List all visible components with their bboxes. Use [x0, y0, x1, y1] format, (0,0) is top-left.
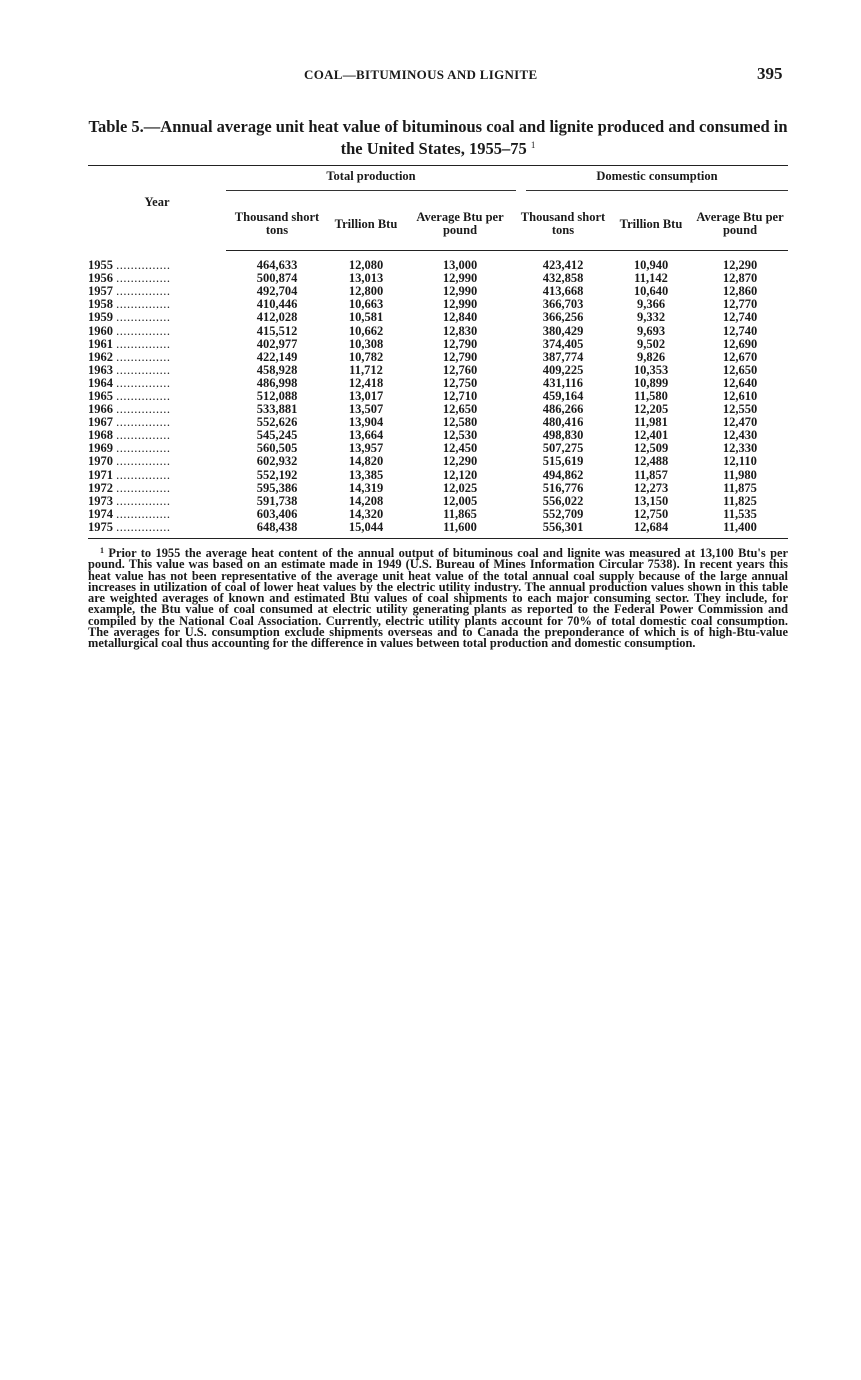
cons-tons-cell: 413,668 [542, 284, 584, 299]
table-row [88, 390, 788, 403]
prod-tons-cell: 464,633 [256, 258, 298, 273]
table-row [88, 351, 788, 364]
table-body [88, 251, 788, 539]
year-column-header: Year [88, 166, 226, 251]
leader-dots: ............... [116, 271, 171, 286]
heat-value-table [88, 165, 788, 539]
year-label: 1973 [88, 493, 113, 508]
table-row [88, 272, 788, 285]
cons-btu-cell: 9,693 [636, 323, 666, 338]
cons-btu-cell: 9,502 [636, 336, 666, 351]
prod-tons-cell: 486,998 [256, 375, 298, 390]
prod-btu-cell: 10,782 [348, 349, 384, 364]
prod-tons-cell: 415,512 [256, 323, 298, 338]
prod-avg-btu-cell: 12,580 [442, 415, 478, 430]
prod-btu-cell: 14,820 [348, 454, 384, 469]
prod-avg-btu-cell: 12,710 [442, 388, 478, 403]
prod-tons-cell: 595,386 [256, 480, 298, 495]
year-cell [88, 508, 226, 521]
cons-avg-btu-cell: 11,400 [692, 521, 788, 539]
prod-avg-btu-cell: 12,290 [442, 454, 478, 469]
cons-avg-btu-cell: 12,770 [722, 297, 758, 312]
cons-btu-cell: 11,857 [634, 467, 668, 482]
cons-tons-cell: 387,774 [542, 349, 584, 364]
prod-btu-cell: 12,080 [348, 258, 384, 273]
prod-tons-cell: 602,932 [256, 454, 298, 469]
cons-btu-cell: 12,205 [633, 402, 669, 417]
prod-tons-cell: 402,977 [256, 336, 298, 351]
year-label: 1968 [88, 428, 113, 443]
prod-btu-cell: 13,664 [348, 428, 384, 443]
leader-dots: ............... [116, 415, 171, 430]
prod-tons-cell: 552,192 [256, 467, 298, 482]
cons-btu-cell: 10,899 [633, 375, 669, 390]
table-row [88, 311, 788, 324]
cons-tons-cell: 486,266 [542, 402, 584, 417]
prod-btu-cell: 15,044 [328, 521, 404, 539]
prod-btu-cell: 14,319 [348, 480, 384, 495]
prod-avg-btu-cell: 12,530 [442, 428, 478, 443]
cons-avg-btu-cell: 11,875 [723, 480, 757, 495]
year-cell [88, 416, 226, 429]
prod-btu-cell: 10,662 [348, 323, 384, 338]
year-label: 1967 [88, 415, 113, 430]
year-cell [88, 324, 226, 337]
cons-tons-cell: 374,405 [542, 336, 584, 351]
cons-avg-btu-cell: 12,430 [722, 428, 758, 443]
cons-avg-btu-cell: 11,980 [723, 467, 757, 482]
cons-btu-cell: 12,488 [633, 454, 669, 469]
footnote-mark: 1 [100, 546, 104, 555]
cons-tons-cell: 409,225 [542, 362, 584, 377]
leader-dots: ............... [116, 441, 171, 456]
cons-avg-btu-header: Average Btu per pound [692, 194, 788, 251]
year-label: 1969 [88, 441, 113, 456]
table-title [88, 117, 788, 158]
cons-avg-btu-cell: 12,640 [722, 375, 758, 390]
prod-avg-btu-cell: 12,750 [442, 375, 478, 390]
cons-btu-cell: 9,366 [636, 297, 666, 312]
prod-avg-btu-cell: 12,830 [442, 323, 478, 338]
year-cell [88, 351, 226, 364]
prod-btu-cell: 13,385 [348, 467, 384, 482]
year-cell [88, 455, 226, 468]
total-production-label: Total production [226, 170, 516, 191]
cons-tons-cell: 480,416 [542, 415, 584, 430]
cons-tons-cell: 431,116 [543, 375, 583, 390]
cons-avg-btu-cell: 12,870 [722, 271, 758, 286]
prod-btu-cell: 10,663 [348, 297, 384, 312]
cons-btu-cell: 9,332 [636, 310, 666, 325]
prod-avg-btu-cell: 12,120 [442, 467, 478, 482]
cons-btu-cell: 11,142 [634, 271, 668, 286]
table-row [88, 429, 788, 442]
prod-avg-btu-cell: 12,450 [442, 441, 478, 456]
year-cell [88, 338, 226, 351]
year-label: 1974 [88, 506, 113, 521]
title-footnote-mark: 1 [530, 140, 536, 150]
leader-dots: ............... [116, 375, 171, 390]
year-cell [88, 272, 226, 285]
prod-avg-btu-cell: 12,990 [442, 284, 478, 299]
cons-btu-cell: 12,750 [633, 506, 669, 521]
cons-tons-cell: 556,301 [516, 521, 610, 539]
leader-dots: ............... [116, 297, 171, 312]
cons-btu-cell: 10,640 [633, 284, 669, 299]
leader-dots: ............... [116, 349, 171, 364]
cons-avg-btu-cell: 12,650 [722, 362, 758, 377]
leader-dots: ............... [116, 454, 171, 469]
prod-btu-cell: 13,904 [348, 415, 384, 430]
table-row [88, 416, 788, 429]
table-row [88, 455, 788, 468]
leader-dots: ............... [116, 493, 171, 508]
footnote [88, 545, 788, 650]
prod-btu-cell: 13,507 [348, 402, 384, 417]
table-row [88, 251, 788, 273]
year-label: 1975 [88, 519, 113, 534]
table-row [88, 521, 788, 539]
cons-tons-cell: 432,858 [542, 271, 584, 286]
table-row [88, 338, 788, 351]
footnote-text: Prior to 1955 the average heat content of the annual output of bituminous coal and lignite was measured at 13,100 Btu's per pound. This value was based on an estimate made in 1949 (U.S. Bureau of Mines Information Circular 7538). In recent years this heat value has not been representative of the average unit heat value of the total annual coal supply because of the large annual increases in utilization of coal of lower heat values by the electric utility industry. The annual production values shown in this table are weighted averages of known and estimated Btu values of coal shipments to each major consuming sector. They include, for example, the Btu value of coal consumed at electric utility generating plants as reported to the Federal Power Commission and compiled by the National Coal Association. Currently, electric utility plants account for 70% of total domestic coal consumption. The averages for U.S. consumption exclude shipments overseas and to Canada the preponderance of which is of high-Btu-value metallurgical coal thus accounting for the difference in values between total production and domestic consumption. [88, 546, 788, 651]
cons-btu-cell: 12,684 [610, 521, 692, 539]
year-cell [88, 482, 226, 495]
table-title-text: Table 5.—Annual average unit heat value of bituminous coal and lignite produced and consumed in the United States, 1955–75 [88, 117, 788, 158]
table-row [88, 298, 788, 311]
prod-btu-cell: 14,320 [348, 506, 384, 521]
domestic-consumption-header [516, 166, 788, 195]
prod-btu-cell: 11,712 [349, 362, 383, 377]
year-label: 1957 [88, 284, 113, 299]
cons-tons-cell: 498,830 [542, 428, 584, 443]
prod-avg-btu-cell: 12,990 [442, 297, 478, 312]
cons-tons-cell: 380,429 [542, 323, 584, 338]
table-row [88, 324, 788, 337]
prod-avg-btu-cell: 11,865 [443, 506, 477, 521]
year-label: 1958 [88, 297, 113, 312]
cons-avg-btu-cell: 12,330 [722, 441, 758, 456]
cons-tons-cell: 552,709 [542, 506, 584, 521]
year-cell [88, 429, 226, 442]
table-row [88, 508, 788, 521]
prod-btu-cell: 14,208 [348, 493, 384, 508]
prod-btu-cell: 12,800 [348, 284, 384, 299]
prod-avg-btu-cell: 12,005 [442, 493, 478, 508]
leader-dots: ............... [116, 506, 171, 521]
prod-avg-btu-cell: 12,990 [442, 271, 478, 286]
cons-btu-cell: 11,580 [634, 388, 668, 403]
leader-dots: ............... [116, 257, 171, 272]
table-row [88, 469, 788, 482]
prod-avg-btu-cell: 12,790 [442, 336, 478, 351]
year-cell [88, 364, 226, 377]
cons-avg-btu-cell: 12,610 [722, 388, 758, 403]
cons-tons-cell: 516,776 [542, 480, 584, 495]
cons-avg-btu-cell: 12,470 [722, 415, 758, 430]
table-row [88, 495, 788, 508]
running-title: COAL—BITUMINOUS AND LIGNITE [304, 67, 538, 82]
year-cell [88, 469, 226, 482]
prod-tons-cell: 512,088 [256, 388, 298, 403]
year-label: 1961 [88, 336, 113, 351]
leader-dots: ............... [116, 388, 171, 403]
year-cell [88, 495, 226, 508]
cons-btu-cell: 12,509 [633, 441, 669, 456]
cons-tons-cell: 366,256 [542, 310, 584, 325]
year-label: 1966 [88, 402, 113, 417]
cons-btu-cell: 10,353 [633, 362, 669, 377]
table-row [88, 482, 788, 495]
prod-btu-cell: 13,013 [348, 271, 384, 286]
year-label: 1960 [88, 323, 113, 338]
cons-avg-btu-cell: 11,535 [723, 506, 757, 521]
cons-tons-header: Thousand short tons [516, 194, 610, 251]
cons-tons-cell: 366,703 [542, 297, 584, 312]
cons-avg-btu-cell: 11,825 [723, 493, 757, 508]
cons-tons-cell: 507,275 [542, 441, 584, 456]
cons-btu-cell: 10,940 [633, 258, 669, 273]
cons-btu-cell: 13,150 [633, 493, 669, 508]
prod-tons-cell: 560,505 [256, 441, 298, 456]
leader-dots: ............... [116, 362, 171, 377]
cons-avg-btu-cell: 12,110 [723, 454, 757, 469]
year-label: 1956 [88, 271, 113, 286]
prod-tons-cell: 412,028 [256, 310, 298, 325]
cons-tons-cell: 515,619 [542, 454, 584, 469]
prod-btu-header: Trillion Btu [328, 194, 404, 251]
prod-avg-btu-cell: 13,000 [442, 258, 478, 273]
year-cell [88, 442, 226, 455]
leader-dots: ............... [116, 284, 171, 299]
leader-dots: ............... [116, 402, 171, 417]
table-row [88, 403, 788, 416]
year-label: 1962 [88, 349, 113, 364]
page-number: 395 [757, 64, 783, 83]
prod-avg-btu-header: Average Btu per pound [404, 194, 516, 251]
prod-btu-cell: 13,017 [348, 388, 384, 403]
leader-dots: ............... [116, 310, 171, 325]
cons-avg-btu-cell: 12,670 [722, 349, 758, 364]
prod-btu-cell: 12,418 [348, 375, 384, 390]
year-label: 1964 [88, 375, 113, 390]
prod-tons-cell: 410,446 [256, 297, 298, 312]
leader-dots: ............... [116, 480, 171, 495]
year-label: 1963 [88, 362, 113, 377]
cons-avg-btu-cell: 12,550 [722, 402, 758, 417]
prod-tons-cell: 552,626 [256, 415, 298, 430]
prod-tons-cell: 492,704 [256, 284, 298, 299]
prod-avg-btu-cell: 12,790 [442, 349, 478, 364]
cons-tons-cell: 556,022 [542, 493, 584, 508]
prod-btu-cell: 13,957 [348, 441, 384, 456]
cons-avg-btu-cell: 12,740 [722, 323, 758, 338]
leader-dots: ............... [116, 467, 171, 482]
prod-tons-cell: 545,245 [256, 428, 298, 443]
year-label: 1972 [88, 480, 113, 495]
table-row [88, 285, 788, 298]
year-label: 1970 [88, 454, 113, 469]
prod-tons-cell: 458,928 [256, 362, 298, 377]
cons-btu-cell: 9,826 [636, 349, 666, 364]
cons-tons-cell: 423,412 [542, 258, 584, 273]
prod-btu-cell: 10,581 [348, 310, 384, 325]
year-cell [88, 390, 226, 403]
cons-btu-header: Trillion Btu [610, 194, 692, 251]
leader-dots: ............... [116, 336, 171, 351]
prod-tons-cell: 591,738 [256, 493, 298, 508]
year-cell [88, 311, 226, 324]
cons-btu-cell: 12,273 [633, 480, 669, 495]
year-cell [88, 251, 226, 273]
year-cell [88, 298, 226, 311]
prod-btu-cell: 10,308 [348, 336, 384, 351]
prod-avg-btu-cell: 12,840 [442, 310, 478, 325]
prod-tons-cell: 500,874 [256, 271, 298, 286]
prod-avg-btu-cell: 12,025 [442, 480, 478, 495]
year-cell [88, 403, 226, 416]
table-row [88, 442, 788, 455]
year-cell [88, 377, 226, 390]
prod-tons-cell: 533,881 [256, 402, 298, 417]
prod-tons-cell: 603,406 [256, 506, 298, 521]
prod-tons-header: Thousand short tons [226, 194, 328, 251]
year-cell [88, 285, 226, 298]
table-row [88, 377, 788, 390]
prod-tons-cell: 422,149 [256, 349, 298, 364]
prod-avg-btu-cell: 11,600 [404, 521, 516, 539]
domestic-consumption-label: Domestic consumption [526, 170, 788, 191]
cons-avg-btu-cell: 12,860 [722, 284, 758, 299]
cons-btu-cell: 12,401 [633, 428, 669, 443]
cons-avg-btu-cell: 12,690 [722, 336, 758, 351]
table-row [88, 364, 788, 377]
prod-tons-cell: 648,438 [226, 521, 328, 539]
leader-dots: ............... [116, 519, 171, 534]
cons-avg-btu-cell: 12,740 [722, 310, 758, 325]
cons-tons-cell: 459,164 [542, 388, 584, 403]
prod-avg-btu-cell: 12,760 [442, 362, 478, 377]
year-label: 1955 [88, 257, 113, 272]
prod-avg-btu-cell: 12,650 [442, 402, 478, 417]
cons-avg-btu-cell: 12,290 [722, 258, 758, 273]
total-production-header [226, 166, 516, 195]
year-cell [88, 521, 226, 539]
data-table-container [88, 165, 788, 539]
year-label: 1965 [88, 388, 113, 403]
leader-dots: ............... [116, 428, 171, 443]
year-label: 1971 [88, 467, 113, 482]
cons-tons-cell: 494,862 [542, 467, 584, 482]
cons-btu-cell: 11,981 [634, 415, 668, 430]
year-label: 1959 [88, 310, 113, 325]
leader-dots: ............... [116, 323, 171, 338]
